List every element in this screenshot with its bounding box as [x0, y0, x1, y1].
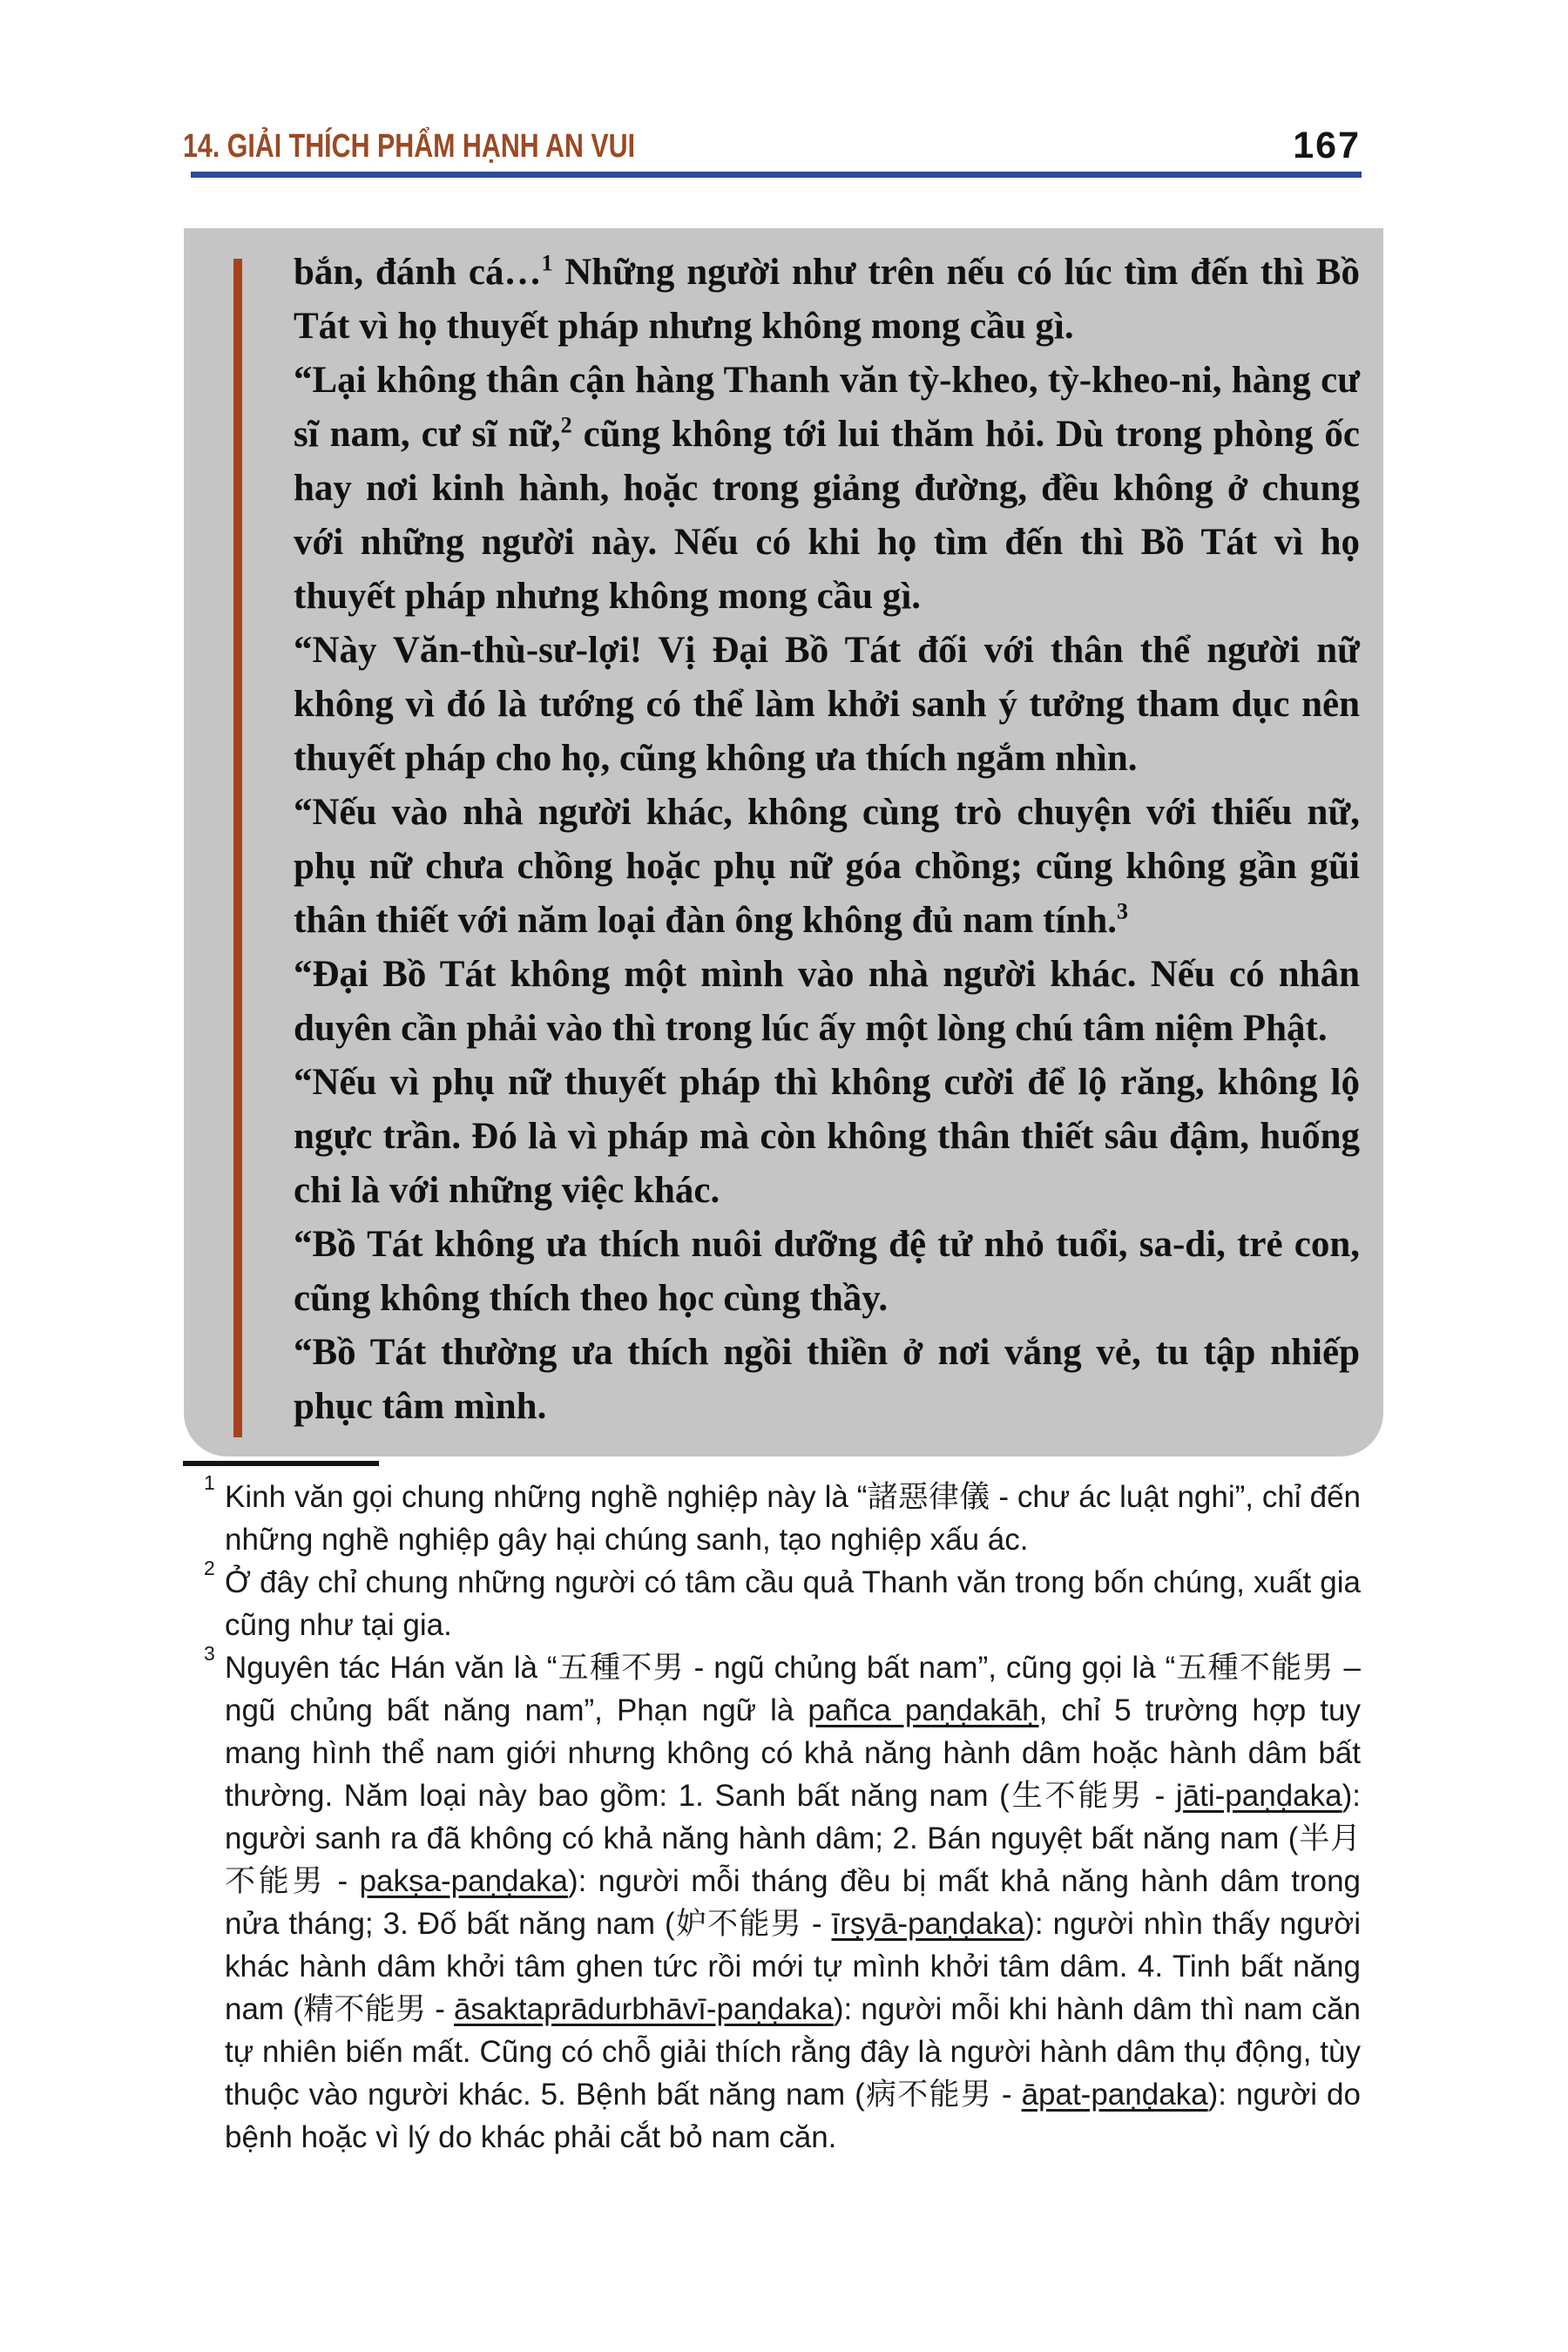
quote-block — [184, 228, 1383, 1456]
quote-paragraph — [294, 786, 1360, 948]
page-number: 167 — [1293, 125, 1361, 166]
footnote-text-segment: āsaktaprādurbhāvī-paṇḍaka — [453, 1992, 834, 2026]
footnote-item — [204, 1642, 1361, 2159]
footnote-text-segment: āpat-paṇḍaka — [1021, 2078, 1208, 2112]
footnote-reference: 3 — [1117, 898, 1129, 924]
quote-text-segment: “Bồ Tát không ưa thích nuôi dưỡng đệ tử nhỏ tuổi, sa-di, trẻ con, cũng không thích theo học cùng thầy. — [294, 1224, 1360, 1319]
quote-text-segment: bắn, đánh cá… — [294, 252, 542, 293]
header-rule — [191, 172, 1362, 178]
quote-paragraph — [294, 948, 1360, 1056]
footnote-text-segment: ): người do bệnh hoặc vì lý do khác phải cắt bỏ nam căn. — [225, 2078, 1361, 2154]
footnote-text-segment: , chỉ 5 trường hợp tuy mang hình thể nam giới nhưng không có khả năng hành dâm hoặc hành dâm bất thường. Năm loại này bao gồm: 1. Sanh bất năng nam (生不能男 - — [225, 1693, 1361, 1813]
footnote-separator — [183, 1461, 379, 1466]
quote-text-segment: “Đại Bồ Tát không một mình vào nhà người khác. Nếu có nhân duyên cần phải vào thì trong lúc ấy một lòng chú tâm niệm Phật. — [294, 954, 1360, 1049]
quote-paragraph — [294, 624, 1360, 786]
footnote-text-segment: ): người sanh ra đã không có khả năng hành dâm; 2. Bán nguyệt bất năng nam (半月不能男 - — [225, 1779, 1361, 1898]
footnote-text-segment: ): người nhìn thấy người khác hành dâm khởi tâm ghen tức rồi mới tự mình khởi tâm dâm. 4. Tinh bất năng nam (精不能男 - — [225, 1907, 1361, 2026]
footnote-item — [204, 1471, 1361, 1561]
footnote-text-segment: pakṣa-paṇḍaka — [359, 1864, 568, 1898]
footnotes — [204, 1471, 1361, 2159]
footnote-text-segment: ): người mỗi tháng đều bị mất khả năng hành dâm trong nửa tháng; 3. Đố bất năng nam (妒不能男 - — [225, 1864, 1361, 1941]
footnote-text-segment: Ở đây chỉ chung những người có tâm cầu quả Thanh văn trong bốn chúng, xuất gia cũng như tại gia. — [225, 1565, 1361, 1642]
quote-text-segment: Những người như trên nếu có lúc tìm đến thì Bồ Tát vì họ thuyết pháp nhưng không mong cầu gì. — [294, 252, 1360, 347]
footnote-marker: 3 — [204, 1642, 215, 1665]
footnote-text-segment: ): người mỗi khi hành dâm thì nam căn tự nhiên biến mất. Cũng có chỗ giải thích rằng đây là người hành dâm thụ động, tùy thuộc vào người khác. 5. Bệnh bất năng nam (病不能男 - — [225, 1992, 1361, 2112]
footnote-text-segment: Kinh văn gọi chung những nghề nghiệp này là “諸惡律儀 - chư ác luật nghi”, chỉ đến những nghề nghiệp gây hại chúng sanh, tạo nghiệp xấu ác. — [225, 1480, 1361, 1557]
quote-paragraph — [294, 1218, 1360, 1326]
quote-text-segment: “Này Văn-thù-sư-lợi! Vị Đại Bồ Tát đối với thân thể người nữ không vì đó là tướng có thể làm khởi sanh ý tưởng tham dục nên thuyết pháp cho họ, cũng không ưa thích ngắm nhìn. — [294, 630, 1360, 779]
footnote-text-segment: Nguyên tác Hán văn là “五種不男 - ngũ chủng bất nam”, cũng gọi là “五種不能男 – ngũ chủng bất năng nam”, Phạn ngữ là — [225, 1651, 1361, 1727]
footnote-text-segment: īrṣyā-paṇḍaka — [831, 1907, 1025, 1941]
quote-paragraph — [294, 246, 1360, 354]
footnote-reference: 1 — [541, 250, 553, 276]
quote-paragraphs — [294, 246, 1360, 1434]
quote-accent-bar — [233, 259, 242, 1437]
footnote-item — [204, 1557, 1361, 1646]
footnote-marker: 1 — [204, 1471, 215, 1494]
footnote-text-segment: pañca paṇḍakāḥ — [808, 1693, 1039, 1727]
quote-paragraph — [294, 354, 1360, 624]
footnote-text-segment: jāti-paṇḍaka — [1175, 1779, 1342, 1813]
quote-text-segment: “Lại không thân cận hàng Thanh văn tỳ-kheo, tỳ-kheo-ni, hàng cư sĩ nam, cư sĩ nữ, — [294, 360, 1360, 455]
footnote-marker: 2 — [204, 1557, 215, 1579]
quote-text-segment: “Nếu vào nhà người khác, không cùng trò chuyện với thiếu nữ, phụ nữ chưa chồng hoặc phụ nữ góa chồng; cũng không gần gũi thân thiết với năm loại đàn ông không đủ nam tính. — [294, 792, 1360, 941]
chapter-title: 14. GIẢI THÍCH PHẨM HẠNH AN VUI — [183, 128, 636, 165]
quote-text-segment: “Nếu vì phụ nữ thuyết pháp thì không cười để lộ răng, không lộ ngực trần. Đó là vì pháp mà còn không thân thiết sâu đậm, huống chi là với những việc khác. — [294, 1062, 1360, 1211]
quote-text-segment: “Bồ Tát thường ưa thích ngồi thiền ở nơi vắng vẻ, tu tập nhiếp phục tâm mình. — [294, 1332, 1360, 1427]
quote-paragraph — [294, 1326, 1360, 1434]
footnote-reference: 2 — [560, 412, 572, 438]
quote-text-segment: cũng không tới lui thăm hỏi. Dù trong phòng ốc hay nơi kinh hành, hoặc trong giảng đường, đều không ở chung với những người này. Nếu có khi họ tìm đến thì Bồ Tát vì họ thuyết pháp nhưng không mong cầu gì. — [294, 414, 1360, 617]
quote-paragraph — [294, 1056, 1360, 1218]
